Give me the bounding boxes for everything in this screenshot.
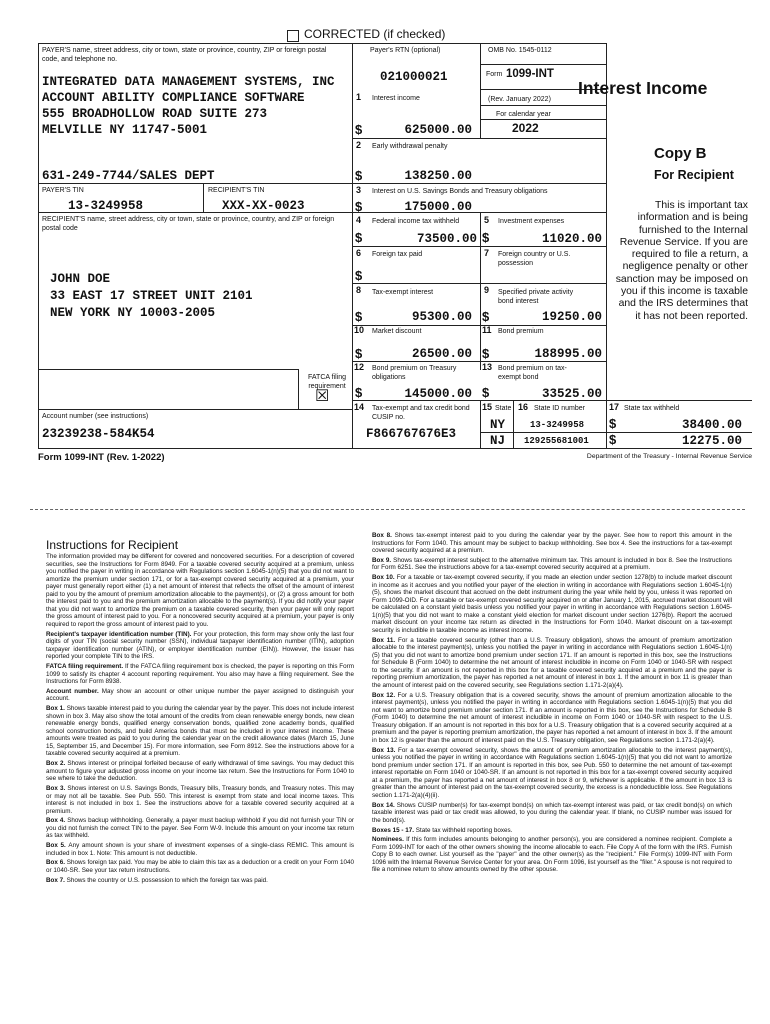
instructions-right-paragraph — [372, 692, 732, 745]
instructions-left-paragraph-body: Shows the country or U.S. possession to which the foreign tax was paid. — [66, 876, 268, 884]
box-11-number: 11 — [482, 325, 492, 335]
instructions-left-paragraph — [46, 877, 354, 885]
instructions-left-paragraph — [46, 631, 354, 661]
box-3-value: 175000.00 — [404, 200, 472, 214]
rev-date: (Rev. January 2022) — [488, 96, 551, 103]
instructions-left-paragraph-body: Shows taxable interest paid to you during the calendar year by the payer. This does not include interest shown in box 3. May also show the total amount of the credits from clean renewable energy bonds, new clean renewable energy bonds, qualified energy conservation bonds, qualified zone academy bonds, qualified school construction bonds, and build America bonds that must be included in your interest income. These amounts were treated as paid to you during the calendar year on the credit allowance dates (March 15, June 15, September 15, and December 15). For more information, see Form 8912. See the instructions above for a taxable covered security acquired at a premium. — [46, 705, 354, 758]
form-top-border — [38, 43, 606, 44]
box-8-number: 8 — [356, 285, 362, 295]
box-11-dollar: $ — [482, 346, 490, 361]
instructions-right-paragraph — [372, 574, 732, 634]
payer-line-3: 555 BROADHOLLOW ROAD SUITE 273 — [42, 107, 268, 121]
instructions-left-paragraph-body: If the FATCA filing requirement box is checked, the payer is reporting on this Form 1099 to satisfy its chapter 4 account reporting requirement. You also may have a filing requirement. See the Instructions for Form 8938. — [46, 663, 355, 686]
instructions-left-paragraph — [46, 842, 354, 857]
footer-form-id: Form 1099-INT (Rev. 1-2022) — [38, 452, 165, 463]
col-divider-tin — [203, 183, 204, 212]
box-4-value: 73500.00 — [416, 232, 477, 246]
line-account — [38, 409, 352, 410]
recipient-tin-label: RECIPIENT'S TIN — [208, 187, 265, 194]
box-10-value: 26500.00 — [411, 347, 472, 361]
box-7-label: Foreign country or U.S. possession — [498, 251, 571, 267]
instructions-right-paragraph-title: Box 13. — [372, 746, 398, 754]
instructions-left-paragraph-title: Box 5. — [46, 842, 69, 850]
instructions-left-paragraph — [46, 663, 354, 686]
instructions-left-paragraph-body: Shows foreign tax paid. You may be able to claim this tax as a deduction or a credit on your Form 1040 or 1040-SR. See your tax return instructions. — [46, 859, 354, 875]
line-box67 — [352, 283, 606, 284]
box-17-dollar-2: $ — [609, 432, 617, 447]
box-14-label: Tax-exempt and tax credit bond CUSIP no. — [372, 405, 470, 421]
line-phone — [38, 183, 352, 184]
line-box1 — [352, 138, 606, 139]
instructions-right-paragraph-title: Box 10. — [372, 574, 397, 582]
box-17-label: State tax withheld — [624, 405, 680, 412]
col-divider-rtn — [480, 43, 481, 138]
form-title: Interest Income — [578, 78, 708, 98]
instructions-right-paragraph-body: Shows CUSIP number(s) for tax-exempt bond(s) on which tax-exempt interest was paid, or tax credit bond(s) on which taxable interest was paid or tax credit was allowed, to you during the calendar year. If blank, no CUSIP number was issued for the bond(s). — [372, 801, 732, 824]
box-10-dollar: $ — [355, 346, 363, 361]
form-number: 1099-INT — [506, 68, 554, 80]
box-10-number: 10 — [354, 325, 365, 335]
box-4-dollar: $ — [355, 230, 363, 245]
instructions-left-paragraph — [46, 688, 354, 703]
instructions-left-paragraph-body: May show an account or other unique number the payer assigned to distinguish your account. — [46, 687, 354, 703]
box-9-dollar: $ — [482, 309, 490, 324]
box-8-label: Tax-exempt interest — [372, 289, 434, 296]
col-divider-state-a — [480, 400, 481, 448]
line-rev — [480, 105, 606, 106]
box-12-label: Bond premium on Treasury obligations — [372, 365, 457, 381]
payer-rtn-label: Payer's RTN (optional) — [370, 47, 441, 54]
line-cal — [480, 119, 606, 120]
line-box89 — [352, 325, 606, 326]
box-9-number: 9 — [484, 285, 490, 295]
instructions-right-column — [372, 532, 732, 876]
instructions-left-paragraph-body: Shows interest on U.S. Savings Bonds, Treasury bills, Treasury bonds, and Treasury notes. This may or may not all be taxable. See Pub. 550. This interest is exempt from state and local income taxes. This interest is not included in box 1. See the instructions above for a taxable covered security acquired at a premium. — [46, 784, 354, 815]
box-3-dollar: $ — [355, 199, 363, 214]
box-9-value: 19250.00 — [541, 310, 602, 324]
box-4-label: Federal income tax withheld — [372, 218, 460, 225]
fatca-checkbox[interactable]: ☒ — [315, 388, 330, 405]
for-recipient-label: For Recipient — [654, 168, 734, 182]
instructions-left-paragraph-title: Account number. — [46, 687, 102, 695]
instructions-right-paragraph-body: If this form includes amounts belonging to another person(s), you are considered a nominee recipient. Complete a Form 1099-INT for each of the other owners showing the income allocable to each. File Copy A of the form with the IRS. Furnish Copy B to each owner. List yourself as the "payer" and the other owner(s) as the "recipient." File Form(s) 1099-INT with Form 1096 with the Internal Revenue Service Center for your area. On Form 1096, list yourself as the "filer." A spouse is not required to file a nominee return to show amounts owned by the other spouse. — [372, 836, 732, 874]
fatca-label: FATCA filing requirement — [308, 374, 346, 390]
box-17-number: 17 — [609, 402, 620, 412]
payer-line-1: INTEGRATED DATA MANAGEMENT SYSTEMS, INC — [42, 75, 335, 89]
payer-phone: 631-249-7744/SALES DEPT — [42, 169, 215, 183]
important-notice: This is important tax information and is being furnished to the Internal Revenue Service. If you are required to file a return, a negligence penalty or other sanction may be imposed on you if this income is taxable and the IRS determines that it has not been reported. — [615, 200, 748, 322]
instructions-right-paragraph-body: For a taxable covered security (other than a U.S. Treasury obligation), shows the amount of premium amortization allocable to the interest payment(s), unless you notified the payer in writing in accordance with Regulations section 1.6045-1(n)(5) that you did not want to amortize bond premium under section 171. If an amount is reported in this box, see the Instructions for Schedule B (Form 1040) to determine the net amount of interest includible in income on Form 1040 or 1040-SR with respect to the security. If an amount is not reported in this box for a taxable covered security acquired at a premium and the payer is reporting premium amortization, the payer has reported a net amount of interest in box 1. If the amount in box 11 is greater than the amount of interest paid on the covered security, see Regulations section 1.171-2(a)(4). — [372, 636, 732, 689]
box-12-dollar: $ — [355, 385, 363, 400]
recipient-line-3: NEW YORK NY 10003-2005 — [50, 306, 216, 320]
box-16-value-2: 129255681001 — [524, 436, 589, 446]
instructions-left-paragraph-title: Box 2. — [46, 760, 68, 768]
instructions-left-paragraph-title: Box 7. — [46, 876, 67, 884]
instructions-right-paragraph — [372, 836, 732, 874]
payer-tin-value: 13-3249958 — [68, 199, 144, 213]
line-box2 — [352, 183, 606, 184]
instructions-left-paragraph-body: The information provided may be different for covered and noncovered securities. For a description of covered securities, see the Instructions for Form 8949. For a taxable covered security acquired at a premium, unless you notified the payer in writing in accordance with Regulations section 1.6045-1(n)(5) that you did not want to amortize the premium under section 171, or for a tax-exempt covered security acquired at a premium, your payer must generally report either (1) a net amount of interest that reflects the offset of the amount of interest paid to you by the amount of premium amortization allocable to the payment(s), or (2) a gross amount for both the interest paid to you and the premium amortization allocable to the payment(s). If you did notify your payer that you did not want to amortize the premium on a taxable covered security, then your payer will only report the gross amount of interest paid to you. For a noncovered security acquired at a premium, your payer is only required to report the gross amount of interest paid to you. — [46, 553, 354, 628]
line-recipient — [38, 369, 298, 370]
box-11-label: Bond premium — [498, 328, 544, 335]
box-17-value-2: 12275.00 — [681, 434, 742, 448]
box-5-number: 5 — [484, 215, 490, 225]
instructions-left-paragraph — [46, 705, 354, 758]
payer-tin-label: PAYER'S TIN — [42, 187, 84, 194]
omb-number: OMB No. 1545-0112 — [488, 47, 552, 54]
box-2-number: 2 — [356, 140, 362, 150]
instructions-left-paragraph-title: Recipient's taxpayer identification number (TIN). — [46, 630, 194, 638]
box-1-dollar: $ — [355, 122, 363, 137]
calendar-year-label: For calendar year — [496, 111, 551, 118]
col-divider-right — [606, 43, 607, 448]
box-5-label: Investment expenses — [498, 218, 565, 225]
instructions-left-paragraph-title: Box 6. — [46, 859, 67, 867]
box-10-label: Market discount — [372, 328, 422, 335]
box-13-value: 33525.00 — [541, 387, 602, 401]
col-divider-state-b — [513, 400, 514, 448]
footer-department: Department of the Treasury - Internal Revenue Service — [586, 453, 752, 460]
line-box45 — [352, 246, 606, 247]
instructions-right-paragraph — [372, 802, 732, 825]
recipient-line-2: 33 EAST 17 STREET UNIT 2101 — [50, 289, 253, 303]
instructions-right-paragraph — [372, 637, 732, 690]
instructions-right-paragraph-body: For a U.S. Treasury obligation that is a covered security, shows the amount of premium amortization allocable to the interest payment(s), unless you notified the payer in writing in accordance with Regulations section 1.6045-1(n)(5) that you did not want to amortize bond premium under section 171. If an amount is reported in this box, see the Instructions for Schedule B (Form 1040) to determine the net amount of interest includible in income on Form 1040 or 1040-SR with respect to the U.S. Treasury obligation. If an amount is not reported in this box for a U.S. Treasury obligation that is a covered security acquired at a premium and the payer is reporting premium amortization, the payer has reported a net amount of interest in box 3. If the amount in box 12 is greater than the amount of interest paid on the U.S. Treasury obligation, see Regulations section 1.171-2(a)(4). — [372, 691, 733, 744]
instructions-left-column — [46, 553, 354, 886]
payer-line-2: ACCOUNT ABILITY COMPLIANCE SOFTWARE — [42, 91, 305, 105]
copy-label: Copy B — [654, 145, 707, 162]
box-15-value-1: NY — [490, 418, 506, 432]
instructions-right-paragraph-body: Shows tax-exempt interest paid to you during the calendar year by the payer. See how to report this amount in the Instructions for Form 1040. This amount may be subject to backup withholding. See box 4. See the instructions for a tax-exempt covered security acquired at a premium. — [372, 532, 732, 555]
box-6-number: 6 — [356, 248, 362, 258]
payer-label: PAYER'S name, street address, city or town, state or province, country, ZIP or foreign postal code, and telephone no. — [42, 47, 327, 63]
instructions-left-paragraph-body: Shows interest or principal forfeited because of early withdrawal of time savings. You may deduct this amount to figure your adjusted gross income on your income tax return. See the Instructions for Form 1040 to see where to take the deduction. — [46, 760, 354, 783]
box-9-label: Specified private activity bond interest — [498, 289, 574, 305]
instructions-left-paragraph — [46, 859, 354, 874]
box-7-number: 7 — [484, 248, 490, 258]
instructions-right-paragraph-title: Box 8. — [372, 532, 395, 539]
instructions-right-paragraph-body: Shows tax-exempt interest subject to the alternative minimum tax. This amount is included in box 8. See the Instructions for Form 6251. See the instructions above for a tax-exempt covered security acquired at a premium. — [372, 556, 732, 572]
box-12-value: 145000.00 — [404, 387, 472, 401]
instructions-left-paragraph-body: Shows backup withholding. Generally, a payer must backup withhold if you did not furnish your TIN or you did not furnish the correct TIN to the payer. See Form W-9. Include this amount on your income tax return as tax withheld. — [46, 817, 354, 840]
recipient-label: RECIPIENT'S name, street address, city or town, state or province, country, and ZIP or foreign postal code — [42, 216, 335, 232]
box-1-number: 1 — [356, 92, 362, 102]
account-number-label: Account number (see instructions) — [42, 413, 149, 420]
recipient-tin-value: XXX-XX-0023 — [222, 199, 305, 213]
box-2-dollar: $ — [355, 168, 363, 183]
instructions-left-paragraph — [46, 785, 354, 815]
box-6-dollar: $ — [355, 268, 363, 283]
col-divider-mid — [480, 212, 481, 370]
corrected-checkbox[interactable] — [287, 30, 299, 42]
box-12-number: 12 — [354, 362, 365, 372]
box-15-label: State — [495, 405, 512, 412]
instructions-right-paragraph-body: For a tax-exempt covered security, shows the amount of premium amortization allocable to the interest payment(s), unless you notified the payer in writing in accordance with Regulations section 1.6045-1(n)(5) that you did not want to amortize bond premium under section 171. If an amount is reported in this box, see Pub. 550 to determine the net amount of tax-exempt interest reportable on Form 1040 or 1040-SR. If an amount is not reported in this box for a tax-exempt covered security acquired at a premium, the payer has reported a net amount of interest in box 8 or 9, whichever is applicable. If the amount in box 13 is greater than the amount of interest paid on the tax-exempt covered security, the excess is a nondeductible loss. See Regulations section 1.171-2(a)(4)(ii). — [372, 746, 732, 799]
instructions-right-paragraph — [372, 557, 732, 572]
instructions-left-paragraph-body: Any amount shown is your share of investment expenses of a single-class REMIC. This amount is included in box 1. Note: This amount is not deductible. — [46, 842, 354, 857]
line-box1011 — [352, 361, 606, 362]
cut-line — [30, 509, 745, 510]
instructions-left-paragraph-title: Box 1. — [46, 705, 67, 713]
instructions-left-paragraph-title: Box 3. — [46, 784, 68, 792]
box-17-value-1: 38400.00 — [681, 418, 742, 432]
box-15-number: 15 — [482, 402, 493, 412]
instructions-right-paragraph-title: Boxes 15 - 17. — [372, 826, 416, 834]
payer-line-4: MELVILLE NY 11747-5001 — [42, 123, 208, 137]
form-left-border — [38, 43, 39, 448]
box-17-dollar-1: $ — [609, 416, 617, 431]
instructions-right-paragraph-body: State tax withheld reporting boxes. — [415, 826, 513, 834]
account-number-value: 23239238-584K54 — [42, 427, 155, 441]
instructions-right-paragraph — [372, 747, 732, 800]
box-13-dollar: $ — [482, 385, 490, 400]
box-1-label: Interest income — [372, 95, 420, 102]
box-5-dollar: $ — [482, 230, 490, 245]
box-8-value: 95300.00 — [411, 310, 472, 324]
box-8-dollar: $ — [355, 309, 363, 324]
instructions-left-paragraph — [46, 817, 354, 840]
box-2-label: Early withdrawal penalty — [372, 143, 448, 150]
instructions-left-paragraph-title: FATCA filing requirement. — [46, 663, 125, 671]
box-5-value: 11020.00 — [541, 232, 602, 246]
box-14-value: F866767676E3 — [366, 427, 457, 441]
box-11-value: 188995.00 — [534, 347, 602, 361]
instructions-right-paragraph-title: Box 9. — [372, 556, 394, 564]
box-16-label: State ID number — [534, 405, 585, 412]
box-13-number: 13 — [482, 362, 493, 372]
box-16-value-1: 13-3249958 — [530, 420, 585, 430]
instructions-heading: Instructions for Recipient — [46, 538, 179, 552]
form-word: Form — [486, 71, 503, 78]
box-2-value: 138250.00 — [404, 169, 472, 183]
instructions-left-paragraph-title: Box 4. — [46, 817, 68, 825]
instructions-right-paragraph — [372, 532, 732, 555]
col-divider-fatca — [298, 369, 299, 409]
box-13-label: Bond premium on tax-exempt bond — [498, 365, 567, 381]
instructions-left-paragraph — [46, 553, 354, 628]
form-bottom-border — [38, 448, 752, 449]
box-15-value-2: NJ — [490, 434, 506, 448]
box-3-label: Interest on U.S. Savings Bonds and Treasury obligations — [372, 188, 548, 195]
box-16-number: 16 — [518, 402, 529, 412]
line-omb — [480, 64, 606, 65]
corrected-label: CORRECTED (if checked) — [304, 27, 446, 41]
instructions-right-paragraph — [372, 827, 732, 835]
instructions-right-paragraph-title: Box 11. — [372, 636, 398, 644]
calendar-year: 2022 — [512, 121, 539, 135]
box-4-number: 4 — [356, 215, 362, 225]
box-6-label: Foreign tax paid — [372, 251, 423, 258]
box-1-value: 625000.00 — [404, 123, 472, 137]
box-14-number: 14 — [354, 402, 365, 412]
instructions-right-paragraph-title: Box 14. — [372, 801, 397, 809]
recipient-line-1: JOHN DOE — [50, 272, 111, 286]
instructions-right-paragraph-title: Box 12. — [372, 691, 398, 699]
box-3-number: 3 — [356, 185, 362, 195]
instructions-right-paragraph-title: Nominees. — [372, 836, 407, 844]
instructions-left-paragraph-body: For your protection, this form may show only the last four digits of your TIN (social security number (SSN), individual taxpayer identification number (ITIN), adoption taxpayer identification number (ATIN), or employer identification number (EIN)). However, the issuer has reported your complete TIN to the IRS. — [46, 630, 354, 661]
instructions-left-paragraph — [46, 760, 354, 783]
payer-rtn-value: 021000021 — [380, 70, 448, 84]
instructions-right-paragraph-body: For a taxable or tax-exempt covered security, if you made an election under section 1278(b) to include market discount in income as it accrues and you notified your payer of the election in writing in accordance with Regulations section 1.6045-1(n)(5), shows the market discount that accrued on the debt instrument during the year while held by you, unless it was reported on Form 1099-OID. For a taxable or tax-exempt covered security acquired on or after January 1, 2015, accrued market discount will be calculated on a constant yield basis unless you notified your payer in writing in accordance with Regulations section 1.6045-1(n)(5) that you did not want to make a constant yield election for market discount under section 1276(b). Report the accrued market discount on your income tax return as directed in the Instructions for Form 1040. Market discount on a tax-exempt security is includible in taxable income as interest income. — [372, 574, 732, 634]
